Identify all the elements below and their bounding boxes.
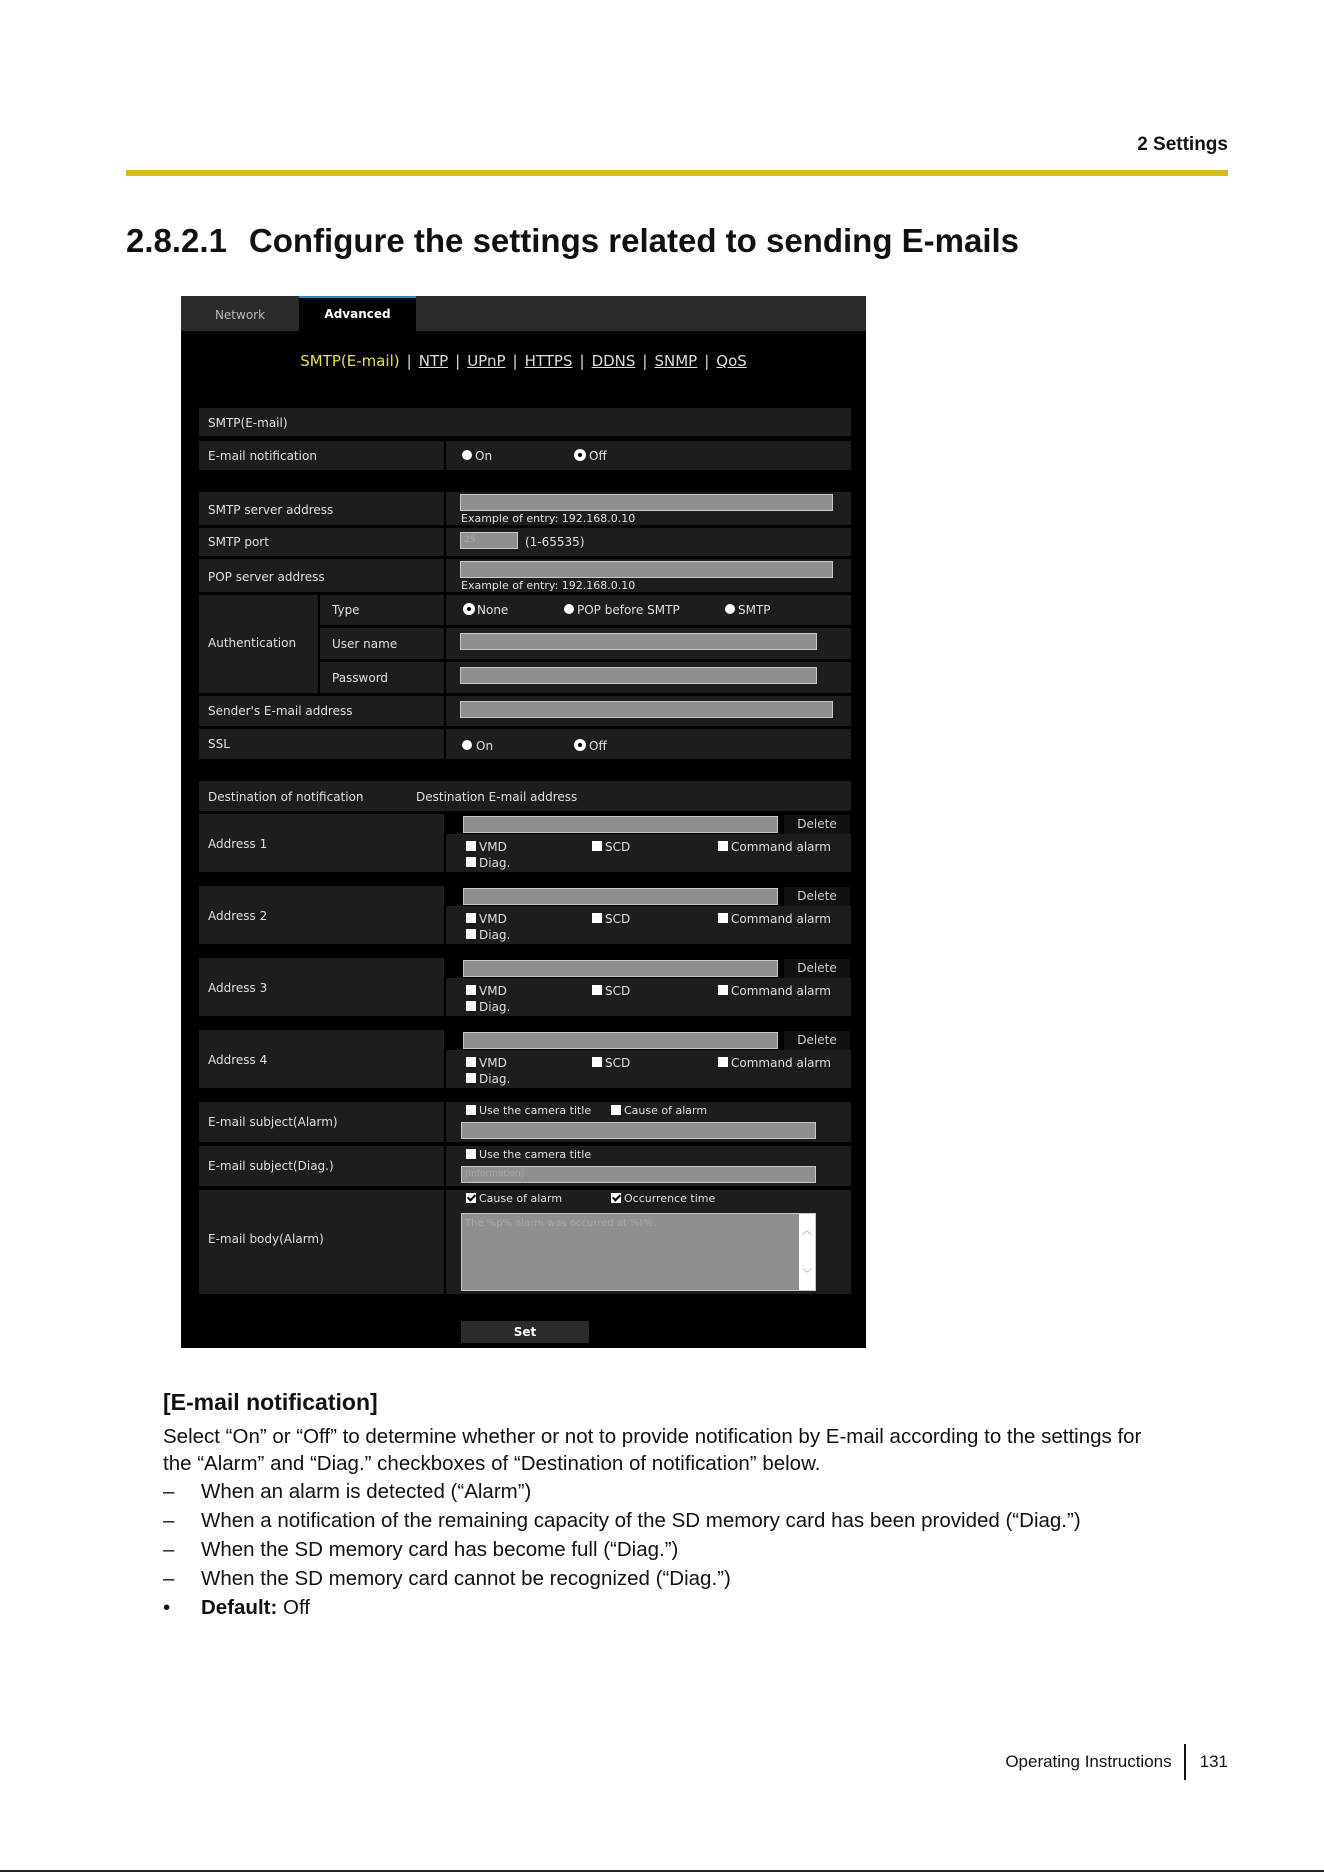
tab-bar <box>181 296 866 331</box>
subnav-snmp[interactable]: SNMP <box>654 352 698 370</box>
scroll-up-icon[interactable]: ︿ <box>802 1226 812 1237</box>
list-item: – When the SD memory card has become full (“Diag.”) <box>163 1538 679 1561</box>
destination-label: Destination of notification <box>208 790 364 804</box>
subject-alarm-row <box>199 1102 851 1142</box>
address-3-command-label: Command alarm <box>731 984 831 998</box>
address-1-diag-label: Diag. <box>479 856 511 870</box>
address-1-input[interactable] <box>463 816 778 833</box>
chapter-header: 2 Settings <box>1137 134 1228 155</box>
destination-header-row <box>199 781 851 811</box>
destination-column-label: Destination E-mail address <box>416 790 578 804</box>
ssl-off-radio[interactable] <box>575 740 585 750</box>
address-3-input[interactable] <box>463 960 778 977</box>
section-title <box>126 222 1019 260</box>
description-line-1: Select “On” or “Off” to determine whether or not to provide notification by E-mail according to the settings for <box>163 1425 1142 1448</box>
pop-server-row <box>199 559 851 592</box>
subject-diag-label: E-mail subject(Diag.) <box>208 1159 334 1173</box>
default-label: Default: <box>201 1596 278 1619</box>
page-footer <box>1005 1744 1228 1780</box>
body-alarm-placeholder: The %p% alarm was occurred at %t%. <box>465 1218 657 1229</box>
auth-type-label: Type <box>332 603 360 617</box>
description-line-2: the “Alarm” and “Diag.” checkboxes of “Destination of notification” below. <box>163 1452 821 1475</box>
body-alarm-time-checkbox[interactable] <box>611 1193 621 1203</box>
address-4-diag-label: Diag. <box>479 1072 511 1086</box>
address-1-command-checkbox[interactable] <box>718 841 728 851</box>
body-alarm-cause-label: Cause of alarm <box>479 1192 563 1205</box>
subject-alarm-cause-label: Cause of alarm <box>624 1104 708 1117</box>
address-3-scd-label: SCD <box>605 984 631 998</box>
pop-server-hint: Example of entry: 192.168.0.10 <box>461 579 636 592</box>
address-2-label: Address 2 <box>208 909 268 923</box>
list-item: – When the SD memory card cannot be recognized (“Diag.”) <box>163 1567 731 1590</box>
smtp-server-input[interactable] <box>460 494 833 511</box>
address-4-command-checkbox[interactable] <box>718 1057 728 1067</box>
address-3-vmd-label: VMD <box>479 984 507 998</box>
subject-diag-camera-title-checkbox[interactable] <box>466 1149 476 1159</box>
subnav-smtp[interactable]: SMTP(E-mail) <box>300 352 400 370</box>
address-2-input[interactable] <box>463 888 778 905</box>
address-4-delete-button[interactable]: Delete <box>784 1031 850 1050</box>
address-3-command-checkbox[interactable] <box>718 985 728 995</box>
subject-alarm-label: E-mail subject(Alarm) <box>208 1115 338 1129</box>
default-value-text: Off <box>283 1596 310 1619</box>
body-alarm-textarea[interactable] <box>461 1213 816 1291</box>
address-1-delete-button[interactable]: Delete <box>784 815 850 834</box>
sender-label: Sender's E-mail address <box>208 704 353 718</box>
section-title-text: Configure the settings related to sending E-mails <box>248 222 1020 259</box>
address-1-vmd-label: VMD <box>479 840 507 854</box>
address-2-row <box>199 886 851 944</box>
subject-alarm-cause-checkbox[interactable] <box>611 1105 621 1115</box>
pop-server-label: POP server address <box>208 570 325 584</box>
set-button[interactable]: Set <box>461 1321 589 1343</box>
address-4-label: Address 4 <box>208 1053 268 1067</box>
email-notification-on-radio[interactable] <box>462 450 472 460</box>
address-1-row <box>199 814 851 872</box>
email-notification-on-label: On <box>475 449 493 463</box>
page-number: 131 <box>1199 1752 1228 1771</box>
subject-alarm-camera-title-label: Use the camera title <box>479 1104 592 1117</box>
authentication-row <box>199 595 851 693</box>
section-number: 2.8.2.1 <box>126 222 227 259</box>
textarea-scrollbar[interactable] <box>799 1214 815 1290</box>
address-4-row <box>199 1030 851 1088</box>
address-1-label: Address 1 <box>208 837 268 851</box>
address-4-scd-checkbox[interactable] <box>592 1057 602 1067</box>
address-3-diag-checkbox[interactable] <box>466 1001 476 1011</box>
address-4-diag-checkbox[interactable] <box>466 1073 476 1083</box>
ssl-on-label: On <box>476 739 494 753</box>
address-3-scd-checkbox[interactable] <box>592 985 602 995</box>
smtp-port-range: (1-65535) <box>525 535 585 549</box>
address-2-command-checkbox[interactable] <box>718 913 728 923</box>
ssl-label: SSL <box>208 737 230 751</box>
sender-row <box>199 696 851 726</box>
subject-alarm-camera-title-checkbox[interactable] <box>466 1105 476 1115</box>
tab-advanced[interactable]: Advanced <box>299 296 416 331</box>
ssl-row <box>199 729 851 759</box>
default-value: • Default: Off <box>163 1596 310 1619</box>
pop-server-input[interactable] <box>460 561 833 578</box>
address-2-diag-label: Diag. <box>479 928 511 942</box>
address-2-vmd-label: VMD <box>479 912 507 926</box>
address-1-command-label: Command alarm <box>731 840 831 854</box>
email-notification-off-radio[interactable] <box>575 450 585 460</box>
body-alarm-cause-checkbox[interactable] <box>466 1193 476 1203</box>
body-alarm-label: E-mail body(Alarm) <box>208 1232 324 1246</box>
auth-smtp-radio[interactable] <box>725 604 735 614</box>
subject-diag-placeholder: [Information] <box>465 1169 525 1179</box>
address-4-vmd-checkbox[interactable] <box>466 1057 476 1067</box>
email-notification-label: E-mail notification <box>208 449 317 463</box>
list-item: – When a notification of the remaining capacity of the SD memory card has been provided (“Diag.”) <box>163 1509 1081 1532</box>
ssl-on-radio[interactable] <box>462 740 472 750</box>
email-notification-row <box>199 441 851 470</box>
address-2-delete-button[interactable]: Delete <box>784 887 850 906</box>
header-rule <box>126 170 1228 176</box>
subnav-ddns[interactable]: DDNS <box>591 352 636 370</box>
address-4-vmd-label: VMD <box>479 1056 507 1070</box>
address-4-command-label: Command alarm <box>731 1056 831 1070</box>
address-3-diag-label: Diag. <box>479 1000 511 1014</box>
subnav-upnp[interactable]: UPnP <box>467 352 506 370</box>
ssl-off-label: Off <box>589 739 607 753</box>
auth-smtp-label: SMTP <box>738 603 771 617</box>
smtp-port-input[interactable]: 25 <box>460 532 518 549</box>
subnav-https[interactable]: HTTPS <box>524 352 573 370</box>
email-notification-heading: [E-mail notification] <box>163 1389 378 1415</box>
list-item: – When an alarm is detected (“Alarm”) <box>163 1480 532 1503</box>
auth-pop-radio[interactable] <box>564 604 574 614</box>
address-3-label: Address 3 <box>208 981 268 995</box>
address-1-scd-label: SCD <box>605 840 631 854</box>
smtp-server-hint: Example of entry: 192.168.0.10 <box>461 512 636 525</box>
smtp-port-row <box>199 528 851 556</box>
settings-screenshot <box>181 296 866 1348</box>
auth-user-input[interactable] <box>460 633 817 650</box>
auth-none-radio[interactable] <box>464 604 474 614</box>
address-4-scd-label: SCD <box>605 1056 631 1070</box>
smtp-port-label: SMTP port <box>208 535 269 549</box>
body-alarm-time-label: Occurrence time <box>624 1192 716 1205</box>
auth-none-label: None <box>477 603 509 617</box>
subnav-ntp[interactable]: NTP <box>418 352 449 370</box>
address-2-command-label: Command alarm <box>731 912 831 926</box>
address-3-row <box>199 958 851 1016</box>
address-1-diag-checkbox[interactable] <box>466 857 476 867</box>
address-3-vmd-checkbox[interactable] <box>466 985 476 995</box>
subnav-qos[interactable]: QoS <box>716 352 747 370</box>
auth-user-label: User name <box>332 637 398 651</box>
address-2-diag-checkbox[interactable] <box>466 929 476 939</box>
subject-diag-row <box>199 1146 851 1186</box>
address-2-vmd-checkbox[interactable] <box>466 913 476 923</box>
address-4-input[interactable] <box>463 1032 778 1049</box>
address-2-scd-checkbox[interactable] <box>592 913 602 923</box>
sub-navigation: SMTP(E-mail) | NTP | UPnP | HTTPS | DDNS | SNMP | QoS <box>300 352 747 370</box>
footer-label: Operating Instructions <box>1005 1752 1172 1771</box>
smtp-server-row <box>199 492 851 525</box>
auth-pop-label: POP before SMTP <box>577 603 680 617</box>
subject-diag-camera-title-label: Use the camera title <box>479 1148 592 1161</box>
tab-network[interactable]: Network <box>214 308 266 322</box>
scroll-down-icon[interactable]: ﹀ <box>802 1269 812 1280</box>
auth-password-input[interactable] <box>460 667 817 684</box>
email-notification-off-label: Off <box>589 449 607 463</box>
auth-password-label: Password <box>332 671 389 685</box>
address-1-scd-checkbox[interactable] <box>592 841 602 851</box>
address-1-vmd-checkbox[interactable] <box>466 841 476 851</box>
authentication-label: Authentication <box>208 636 297 650</box>
sender-input[interactable] <box>460 701 833 718</box>
address-2-scd-label: SCD <box>605 912 631 926</box>
smtp-header: SMTP(E-mail) <box>208 416 288 430</box>
address-3-delete-button[interactable]: Delete <box>784 959 850 978</box>
subject-alarm-input[interactable] <box>461 1122 816 1139</box>
smtp-server-label: SMTP server address <box>208 503 334 517</box>
subject-diag-input[interactable] <box>461 1166 816 1183</box>
smtp-header-row <box>199 408 851 436</box>
